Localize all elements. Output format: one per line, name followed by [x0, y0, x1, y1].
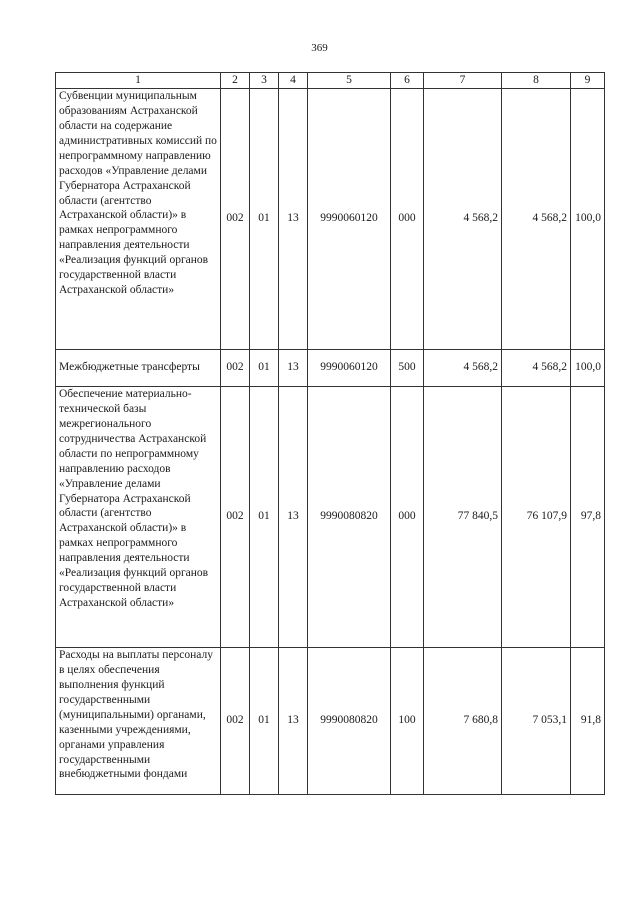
ved-code: 002 [221, 386, 250, 647]
actual-amount: 4 568,2 [502, 349, 571, 386]
table-row [56, 349, 605, 386]
section-code: 01 [250, 88, 279, 349]
actual-amount: 4 568,2 [502, 88, 571, 349]
planned-amount: 7 680,8 [424, 647, 502, 794]
section-code: 01 [250, 349, 279, 386]
expense-name: Расходы на выплаты персоналу в целях обеспечения выполнения функций государственными (муниципальными) органами, казенными учреждениями, органами управления государственными внебюджетными фондами [56, 647, 221, 794]
target-article-code: 9990060120 [308, 88, 391, 349]
header-row [56, 73, 605, 89]
execution-percent: 91,8 [571, 647, 605, 794]
table-row [56, 647, 605, 794]
planned-amount: 4 568,2 [424, 88, 502, 349]
header-cell-4: 4 [279, 73, 308, 89]
expense-type-code: 000 [391, 88, 424, 349]
subsection-code: 13 [279, 349, 308, 386]
header-cell-5: 5 [308, 73, 391, 89]
header-cell-3: 3 [250, 73, 279, 89]
expense-type-code: 500 [391, 349, 424, 386]
execution-percent: 97,8 [571, 386, 605, 647]
page-number: 369 [311, 42, 328, 54]
ved-code: 002 [221, 88, 250, 349]
section-code: 01 [250, 386, 279, 647]
subsection-code: 13 [279, 647, 308, 794]
execution-percent: 100,0 [571, 88, 605, 349]
subsection-code: 13 [279, 386, 308, 647]
ved-code: 002 [221, 349, 250, 386]
header-cell-8: 8 [502, 73, 571, 89]
expense-name: Обеспечение материально-технической базы межрегионального сотрудничества Астраханской области по непрограммному направлению расходов «Управление делами Губернатора Астраханской области (агентство Астраханской области)» в рамках непрограммного направления деятельности «Реализация функций органов государственной власти Астраханской области» [56, 386, 221, 647]
header-cell-6: 6 [391, 73, 424, 89]
target-article-code: 9990080820 [308, 386, 391, 647]
target-article-code: 9990080820 [308, 647, 391, 794]
header-cell-7: 7 [424, 73, 502, 89]
expense-type-code: 000 [391, 386, 424, 647]
section-code: 01 [250, 647, 279, 794]
header-cell-9: 9 [571, 73, 605, 89]
execution-percent: 100,0 [571, 349, 605, 386]
ved-code: 002 [221, 647, 250, 794]
budget-table [55, 72, 605, 795]
table-row [56, 88, 605, 349]
target-article-code: 9990060120 [308, 349, 391, 386]
planned-amount: 4 568,2 [424, 349, 502, 386]
header-cell-1: 1 [56, 73, 221, 89]
subsection-code: 13 [279, 88, 308, 349]
actual-amount: 76 107,9 [502, 386, 571, 647]
expense-type-code: 100 [391, 647, 424, 794]
expense-name: Межбюджетные трансферты [56, 349, 221, 386]
actual-amount: 7 053,1 [502, 647, 571, 794]
planned-amount: 77 840,5 [424, 386, 502, 647]
table-row [56, 386, 605, 647]
expense-name: Субвенции муниципальным образованиям Астраханской области на содержание административных комиссий по непрограммному направлению расходов «Управление делами Губернатора Астраханской области (агентство Астраханской области)» в рамках непрограммного направления деятельности «Реализация функций органов государственной власти Астраханской области» [56, 88, 221, 349]
header-cell-2: 2 [221, 73, 250, 89]
